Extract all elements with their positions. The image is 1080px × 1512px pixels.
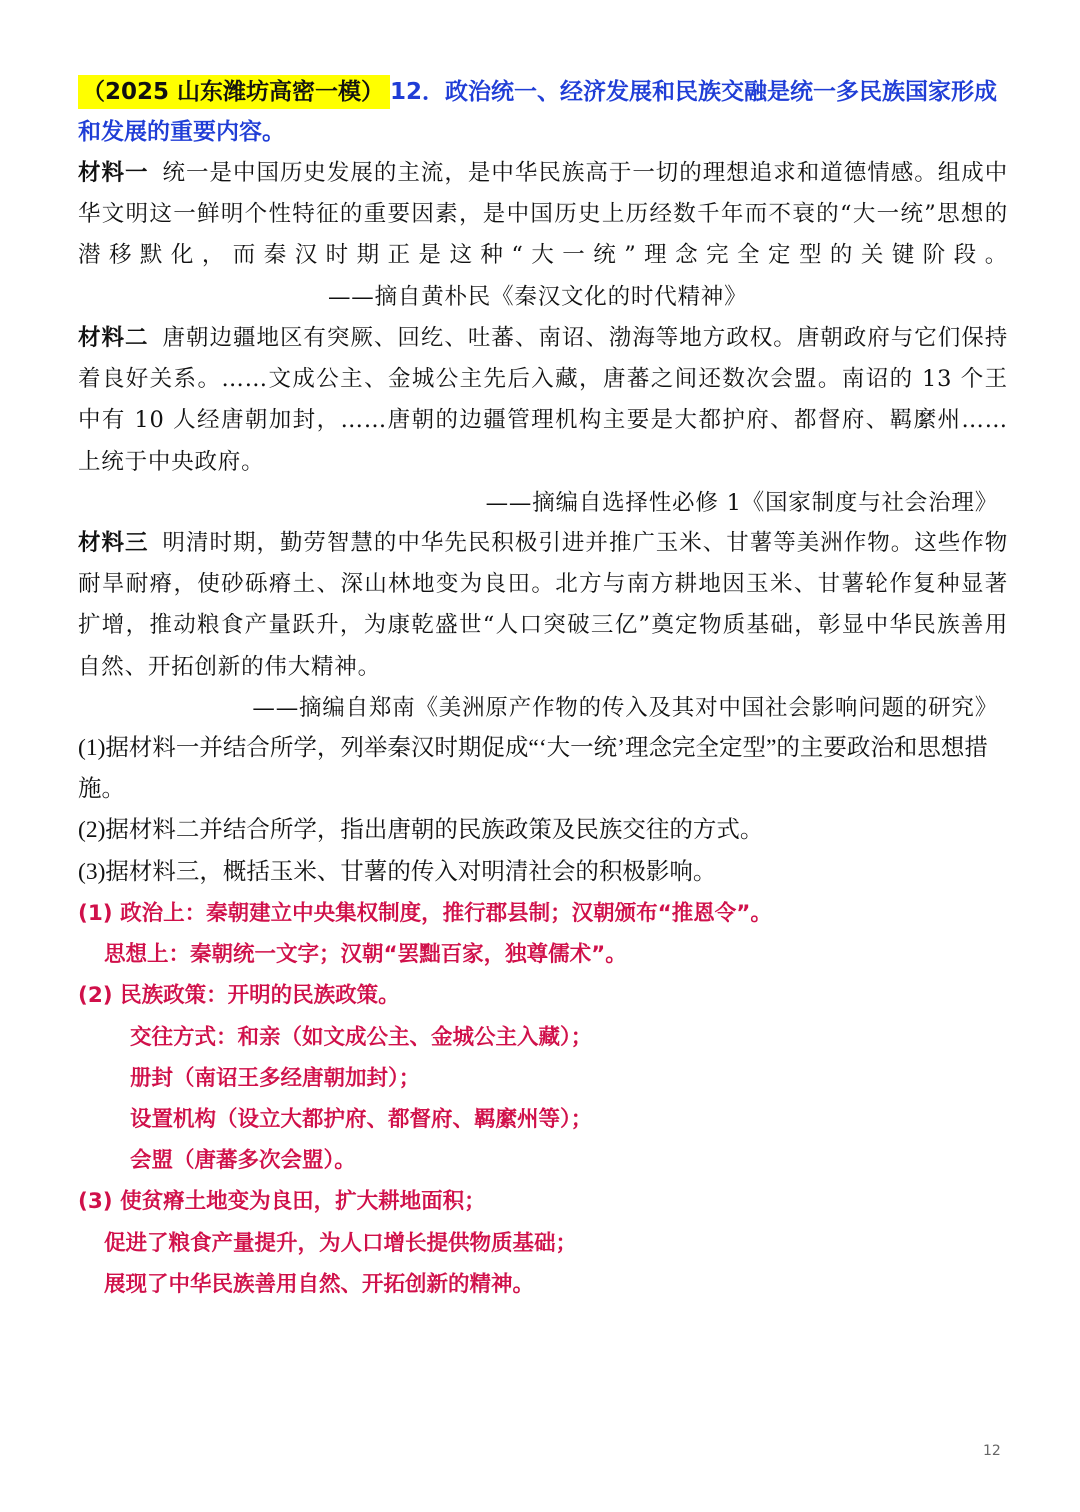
question-title: 12．政治统一、经济发展和民族交融是统一多民族国家形成和发展的重要内容。 bbox=[78, 79, 998, 145]
material-text: 明清时期，勤劳智慧的中华先民积极引进并推广玉米、甘薯等美洲作物。这些作物耐旱耐瘠，使砂砾瘠土、深山林地变为良田。北方与南方耕地因玉米、甘薯轮作复种显著扩增，推动粮食产量跃升，为康乾盛世“人口突破三亿”奠定物质基础，彰显中华民族善用自然、开拓创新的伟大精神。 bbox=[78, 530, 1008, 680]
answer-line: 思想上：秦朝统一文字；汉朝“罢黜百家，独尊儒术”。 bbox=[104, 942, 627, 968]
material-citation: ——摘自黄朴民《秦汉文化的时代精神》 bbox=[328, 283, 748, 310]
subquestion-2: (2)据材料二并结合所学，指出唐朝的民族政策及民族交往的方式。 bbox=[78, 817, 764, 844]
answer-line: (2) 民族政策：开明的民族政策。 bbox=[78, 983, 400, 1009]
question-header bbox=[78, 72, 1018, 152]
answer-line: (1) 政治上：秦朝建立中央集权制度，推行郡县制；汉朝颁布“推恩令”。 bbox=[78, 901, 772, 926]
answer-line: 促进了粮食产量提升，为人口增长提供物质基础； bbox=[104, 1230, 578, 1256]
subquestions bbox=[78, 728, 1008, 893]
answer-line: 设置机构（设立大都护府、都督府、羁縻州等）； bbox=[130, 1107, 593, 1133]
subquestion-1: (1)据材料一并结合所学，列举秦汉时期促成“‘大一统’理念完全定型”的主要政治和思想措施。 bbox=[78, 735, 988, 803]
material-label: 材料一 bbox=[78, 160, 149, 186]
source-tag: （2025 山东潍坊高密一模） bbox=[78, 75, 390, 109]
material-3 bbox=[78, 523, 1008, 729]
answer-block bbox=[78, 893, 1008, 1305]
material-1 bbox=[78, 153, 1008, 318]
material-2 bbox=[78, 318, 1008, 524]
material-citation: ——摘编自郑南《美洲原产作物的传入及其对中国社会影响问题的研究》 bbox=[252, 694, 998, 721]
material-text: 唐朝边疆地区有突厥、回纥、吐蕃、南诏、渤海等地方政权。唐朝政府与它们保持着良好关系。……文成公主、金城公主先后入藏，唐蕃之间还数次会盟。南诏的 13 个王中有 10 人经唐朝加封，……唐朝的边疆管理机构主要是大都护府、都督府、羁縻州……上统于中央政府。 bbox=[78, 325, 1008, 475]
answer-line: 展现了中华民族善用自然、开拓创新的精神。 bbox=[104, 1271, 535, 1297]
material-citation: ——摘编自选择性必修 1《国家制度与社会治理》 bbox=[485, 489, 998, 516]
answer-line: (3) 使贫瘠土地变为良田，扩大耕地面积； bbox=[78, 1189, 486, 1215]
material-label: 材料三 bbox=[78, 530, 149, 556]
material-text: 统一是中国历史发展的主流，是中华民族高于一切的理想追求和道德情感。组成中华文明这一鲜明个性特征的重要因素，是中国历史上历经数千年而不衰的“大一统”思想的潜移默化，而秦汉时期正是这种“大一统”理念完全定型的关键阶段。 bbox=[78, 160, 1008, 269]
answer-line: 册封（南诏王多经唐朝加封）； bbox=[130, 1065, 421, 1091]
answer-line: 交往方式：和亲（如文成公主、金城公主入藏）； bbox=[130, 1024, 593, 1050]
page-number: 12 bbox=[983, 1443, 1001, 1459]
subquestion-3: (3)据材料三，概括玉米、甘薯的传入对明清社会的积极影响。 bbox=[78, 858, 717, 885]
answer-line: 会盟（唐蕃多次会盟）。 bbox=[130, 1148, 356, 1174]
material-label: 材料二 bbox=[78, 325, 149, 351]
